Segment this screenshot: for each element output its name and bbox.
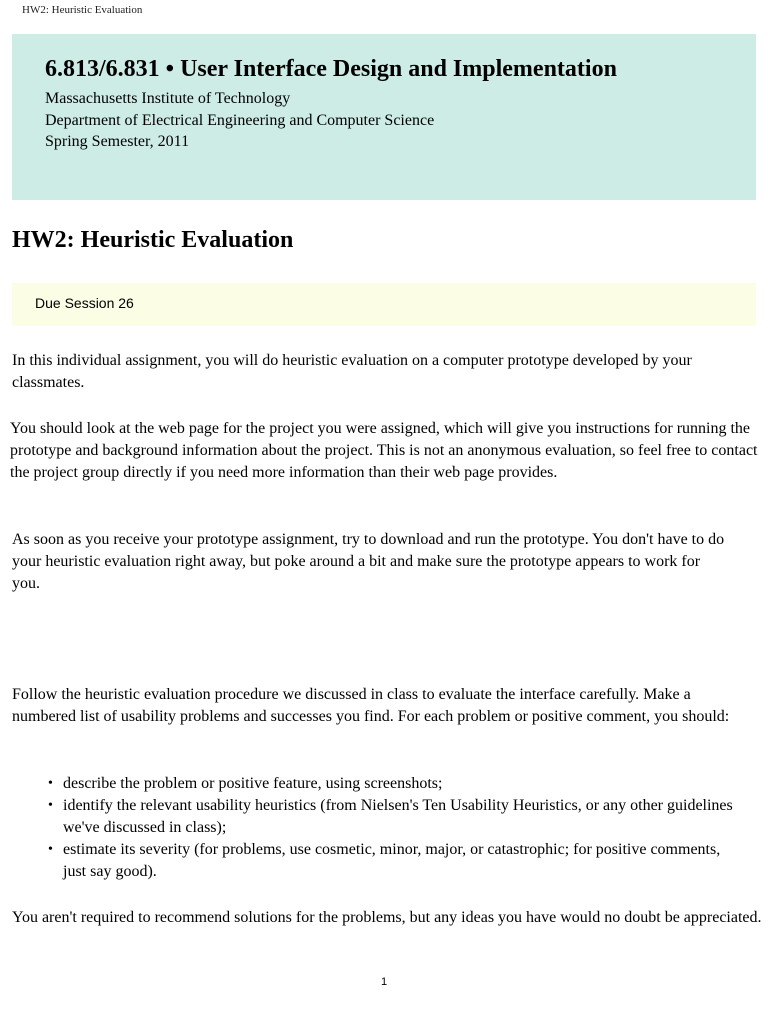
list-item: • estimate its severity (for problems, use cosmetic, minor, major, or catastrophic; for positive comments, just say good). <box>48 841 721 881</box>
list-item: • identify the relevant usability heuristics (from Nielsen's Ten Usability Heuristics, or any other guidelines we've discussed in class); <box>48 797 733 837</box>
intro-paragraph: In this individual assignment, you will do heuristic evaluation on a computer prototype developed by your classmates. <box>12 352 692 391</box>
department: Department of Electrical Engineering and Computer Science <box>45 111 435 129</box>
institution: Massachusetts Institute of Technology <box>45 90 291 107</box>
page-number: 1 <box>380 976 388 988</box>
closing-paragraph: You aren't required to recommend solutions for the problems, but any ideas you have would no doubt be appreciated. <box>12 909 762 926</box>
page-header: HW2: Heuristic Evaluation <box>22 4 143 16</box>
bullet-icon: • <box>48 798 53 814</box>
procedure-paragraph: Follow the heuristic evaluation procedure we discussed in class to evaluate the interface carefully. Make a numbered list of usability problems and successes you find. For each problem or positive comment, you should: <box>12 686 730 725</box>
bullet-icon: • <box>48 842 53 858</box>
prototype-paragraph: As soon as you receive your prototype assignment, try to download and run the prototype. You don't have to do your heuristic evaluation right away, but poke around a bit and make sure the prototype appears to work for you. <box>12 531 725 592</box>
term: Spring Semester, 2011 <box>45 133 190 150</box>
project-page-paragraph: You should look at the web page for the project you were assigned, which will give you instructions for running the prototype and background information about the project. This is not an anonymous evaluation, so feel free to contact the project group directly if you need more information than their web page provides. <box>10 420 758 481</box>
requirements-list <box>12 773 742 884</box>
course-banner <box>12 34 756 200</box>
assignment-title: HW2: Heuristic Evaluation <box>12 227 294 253</box>
course-title: 6.813/6.831 • User Interface Design and Implementation <box>45 56 617 82</box>
bullet-icon: • <box>48 776 53 791</box>
due-notice: Due Session 26 <box>12 283 756 326</box>
list-item: • describe the problem or positive feature, using screenshots; <box>12 773 742 795</box>
